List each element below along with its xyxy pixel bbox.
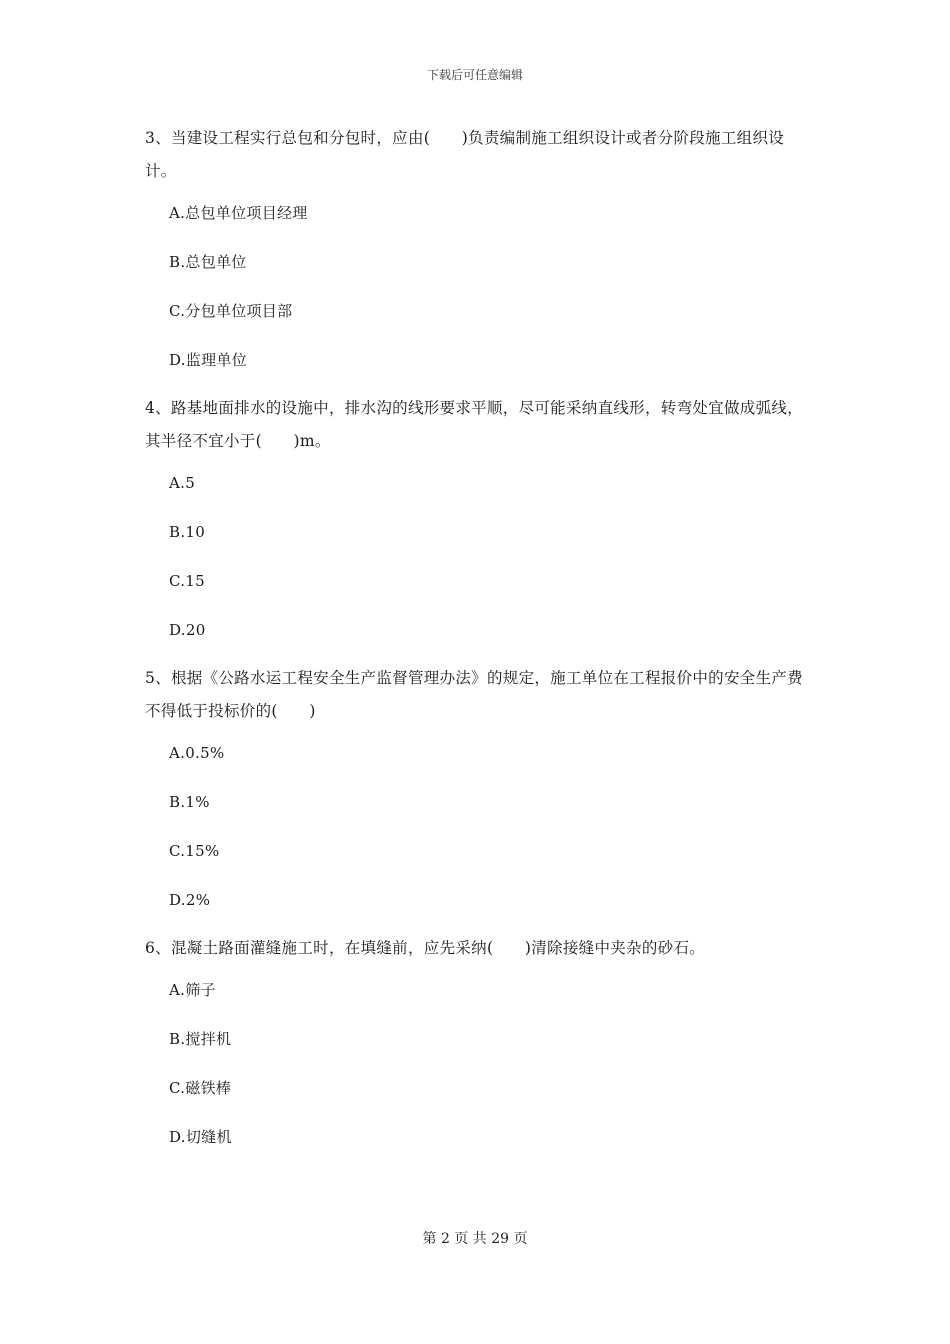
question-text: 4、路基地面排水的设施中，排水沟的线形要求平顺，尽可能采纳直线形，转弯处宜做成弧线，其半径不宜小于( )m。 (145, 399, 803, 450)
option-b: B.搅拌机 (169, 1030, 232, 1048)
option-c: C.磁铁棒 (169, 1079, 232, 1097)
option-c: C.15% (169, 842, 220, 860)
question-text: 3、当建设工程实行总包和分包时，应由( )负责编制施工组织设计或者分阶段施工组织设计。 (145, 129, 785, 180)
option-d: D.2% (169, 891, 211, 909)
option-b: B.总包单位 (169, 253, 247, 271)
option-c: C.15 (169, 572, 205, 590)
question-text: 5、根据《公路水运工程安全生产监督管理办法》的规定，施工单位在工程报价中的安全生产费不得低于投标价的( ) (145, 669, 803, 720)
option-d: D.切缝机 (169, 1128, 232, 1146)
question-5 (145, 662, 815, 910)
option-b: B.1% (169, 793, 210, 811)
option-a: A.筛子 (169, 981, 216, 999)
option-a: A.总包单位项目经理 (169, 204, 308, 222)
option-c: C.分包单位项目部 (169, 302, 293, 320)
option-a: A.0.5% (169, 744, 225, 762)
question-4 (145, 392, 815, 640)
option-d: D.监理单位 (169, 351, 248, 369)
option-a: A.5 (169, 474, 196, 492)
option-d: D.20 (169, 621, 206, 639)
option-b: B.10 (169, 523, 206, 541)
question-text: 6、混凝土路面灌缝施工时，在填缝前，应先采纳( )清除接缝中夹杂的砂石。 (145, 939, 706, 957)
question-list (145, 122, 815, 1169)
question-3 (145, 122, 815, 370)
question-6 (145, 932, 815, 1147)
page-header: 下载后可任意编辑 (426, 68, 523, 82)
page-footer: 第 2 页 共 29 页 (422, 1231, 528, 1247)
